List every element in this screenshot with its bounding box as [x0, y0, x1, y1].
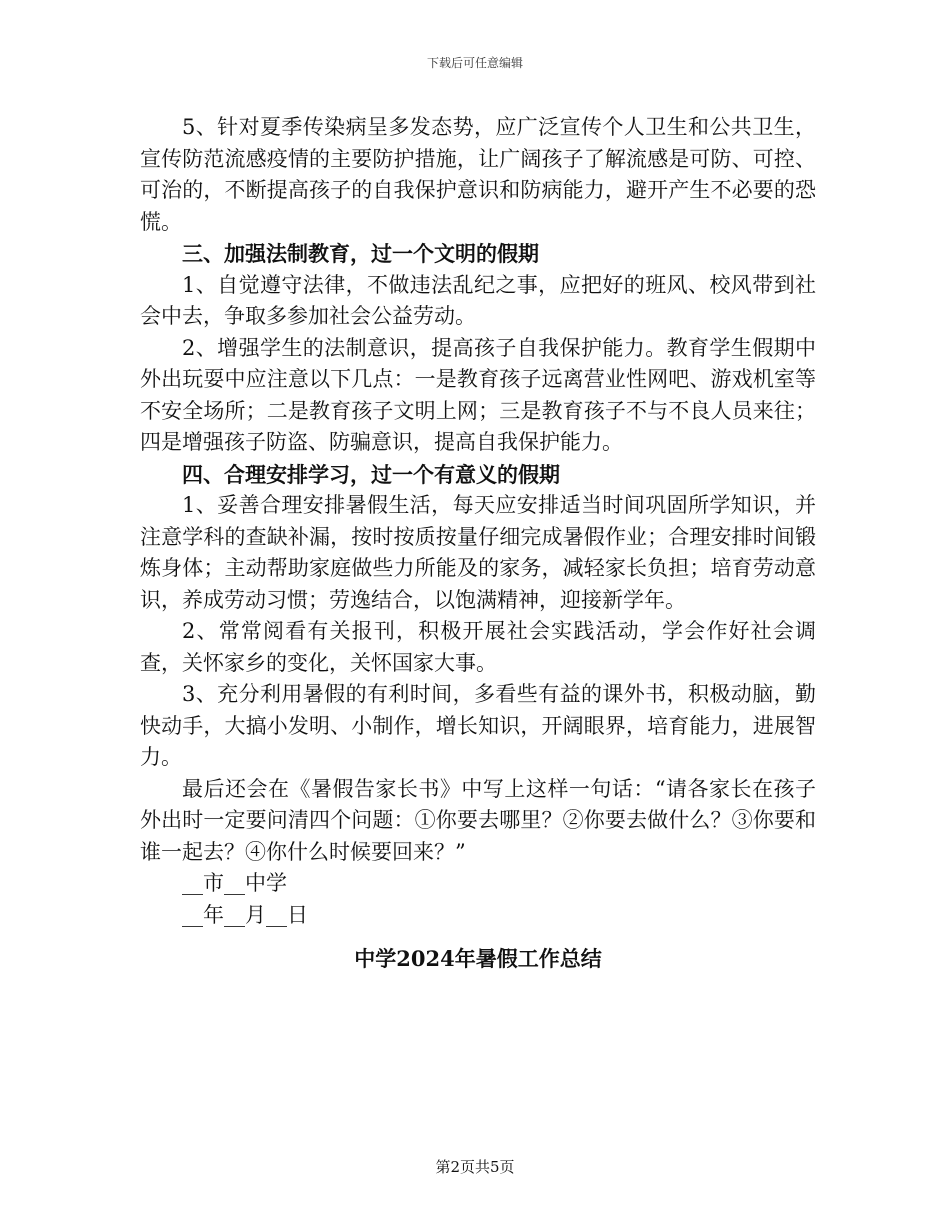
document-body	[140, 112, 816, 975]
paragraph-reading-practice: 2、常常阅看有关报刊，积极开展社会实践活动，学会作好社会调查，关怀家乡的变化，关怀国家大事。	[140, 619, 816, 675]
paragraph-use-holiday-time: 3、充分利用暑假的有利时间，多看些有益的课外书，积极动脑，勤快动手，大搞小发明、小制作，增长知识，开阔眼界，培育能力，进展智力。	[140, 682, 816, 769]
paragraph-legal-awareness: 2、增强学生的法制意识，提高孩子自我保护能力。教育学生假期中外出玩耍中应注意以下几点：一是教育孩子远离营业性网吧、游戏机室等不安全场所；二是教育孩子文明上网；三是教育孩子不与不良人员来往；四是增强孩子防盗、防骗意识，提高自我保护能力。	[140, 335, 816, 454]
page-number: 第2页共5页	[435, 1158, 515, 1176]
section-heading-study-arrangement: 四、合理安排学习，过一个有意义的假期	[182, 461, 560, 487]
paragraph-hygiene-publicity: 5、针对夏季传染病呈多发态势，应广泛宣传个人卫生和公共卫生，宣传防范流感疫情的主要防护措施，让广阔孩子了解流感是可防、可控、可治的，不断提高孩子的自我保护意识和防病能力，避开产生不必要的恐慌。	[140, 115, 816, 234]
paragraph-parent-letter: 最后还会在《暑假告家长书》中写上这样一句话：“请各家长在孩子外出时一定要问清四个问题：①你要去哪里？②你要去做什么？③你要和谁一起去？④你什么时候要回来？”	[140, 776, 816, 864]
paragraph-obey-law: 1、自觉遵守法律，不做违法乱纪之事，应把好的班风、校风带到社会中去，争取多参加社会公益劳动。	[140, 272, 816, 328]
signature-school: __市__中学	[182, 871, 287, 895]
paragraph-summer-life: 1、妥善合理安排暑假生活，每天应安排适当时间巩固所学知识，并注意学科的查缺补漏，按时按质按量仔细完成暑假作业；合理安排时间锻炼身体；主动帮助家庭做些力所能及的家务，减轻家长负担；培育劳动意识，养成劳动习惯；劳逸结合，以饱满精神，迎接新学年。	[140, 493, 816, 612]
signature-date: __年__月__日	[182, 902, 308, 927]
download-note: 下载后可任意编辑	[426, 56, 523, 70]
section-heading-legal-education: 三、加强法制教育，过一个文明的假期	[182, 241, 539, 266]
next-document-title: 中学2024年暑假工作总结	[354, 946, 602, 971]
